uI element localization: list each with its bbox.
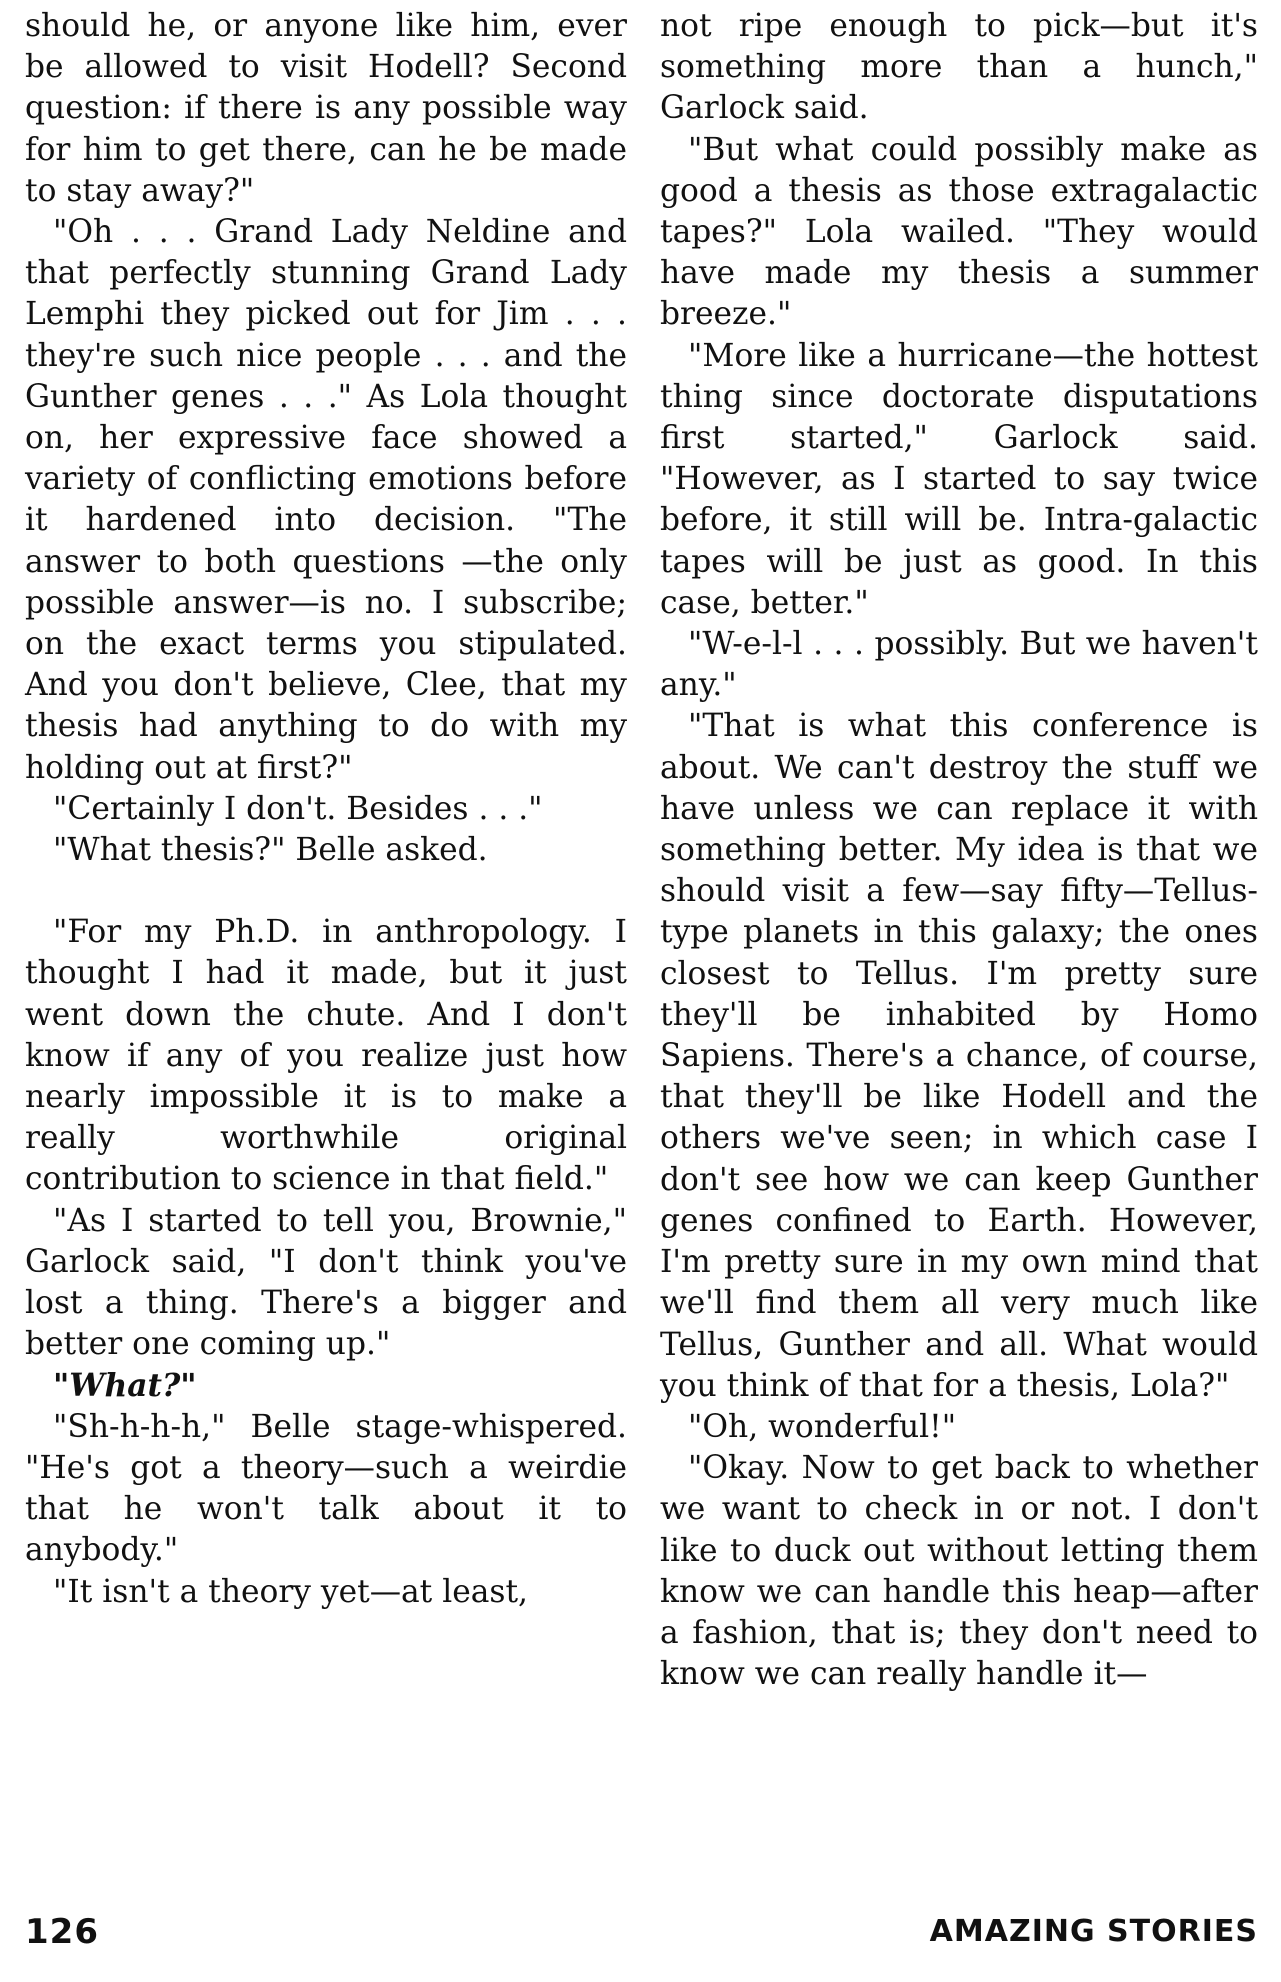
section-break xyxy=(25,871,627,912)
paragraph: "Okay. Now to get back to whether we want to check in or not. I don't like to duck out without letting them know we can handle this heap—after a fashion, that is; they don't need to know we can really handle it— xyxy=(660,1450,1258,1693)
paragraph: should he, or anyone like him, ever be allowed to visit Hodell? Second question: if there is any possible way for him to get there, can he be made to stay away?" xyxy=(25,8,627,209)
paragraph: "Sh-h-h-h," Belle stage-whispered. "He's got a theory—such a weirdie that he won't talk about it to anybody." xyxy=(25,1408,627,1569)
right-text-column xyxy=(660,6,1258,1695)
paragraph: "Oh, wonderful!" xyxy=(688,1408,957,1445)
paragraph: "Oh . . . Grand Lady Neldine and that perfectly stunning Grand Lady Lemphi they picked out for Jim . . . they're such nice people . . . and the Gunther genes . . ." As Lola thought on, her expressive face showed a variety of conflicting emotions before it hardened into decision. "The answer to both questions —the only possible answer—is no. I subscribe; on the exact terms you stipulated. And you don't believe, Clee, that my thesis had anything to do with my holding out at first?" xyxy=(25,214,627,786)
paragraph: "W-e-l-l . . . possibly. But we haven't any." xyxy=(660,626,1258,704)
paragraph: "What?" xyxy=(53,1367,197,1404)
left-text-column xyxy=(25,6,627,1613)
paragraph: "More like a hurricane—the hottest thing since doctorate disputations first started," Garlock said. "However, as I started to say twice before, it still will be. Intra-galactic tapes will be just as good. In this case, better." xyxy=(660,337,1258,621)
running-title: AMAZING STORIES xyxy=(929,1914,1258,1949)
paragraph: "It isn't a theory yet—at least, xyxy=(53,1573,528,1610)
paragraph: "Certainly I don't. Besides . . ." xyxy=(53,790,543,827)
paragraph: "For my Ph.D. in anthropology. I thought I had it made, but it just went down the chute. And I don't know if any of you realize just how nearly impossible it is to make a really worthwhile original contribution to science in that field." xyxy=(25,914,627,1198)
page-footer xyxy=(25,1912,1258,1962)
page-number: 126 xyxy=(25,1912,99,1952)
paragraph: "As I started to tell you, Brownie," Garlock said, "I don't think you've lost a thing. There's a bigger and better one coming up." xyxy=(25,1202,627,1363)
paragraph: "But what could possibly make as good a thesis as those extragalactic tapes?" Lola wailed. "They would have made my thesis a summer breeze." xyxy=(660,131,1258,333)
paragraph: "What thesis?" Belle asked. xyxy=(53,832,488,869)
paragraph: "That is what this conference is about. We can't destroy the stuff we have unless we can replace it with something better. My idea is that we should visit a few—say fifty—Tellus-type planets in this galaxy; the ones closest to Tellus. I'm pretty sure they'll be inhabited by Homo Sapiens. There's a chance, of course, that they'll be like Hodell and the others we've seen; in which case I don't see how we can keep Gunther genes confined to Earth. However, I'm pretty sure in my own mind that we'll find them all very much like Tellus, Gunther and all. What would you think of that for a thesis, Lola?" xyxy=(660,708,1258,1404)
paragraph: not ripe enough to pick—but it's something more than a hunch," Garlock said. xyxy=(660,8,1258,127)
